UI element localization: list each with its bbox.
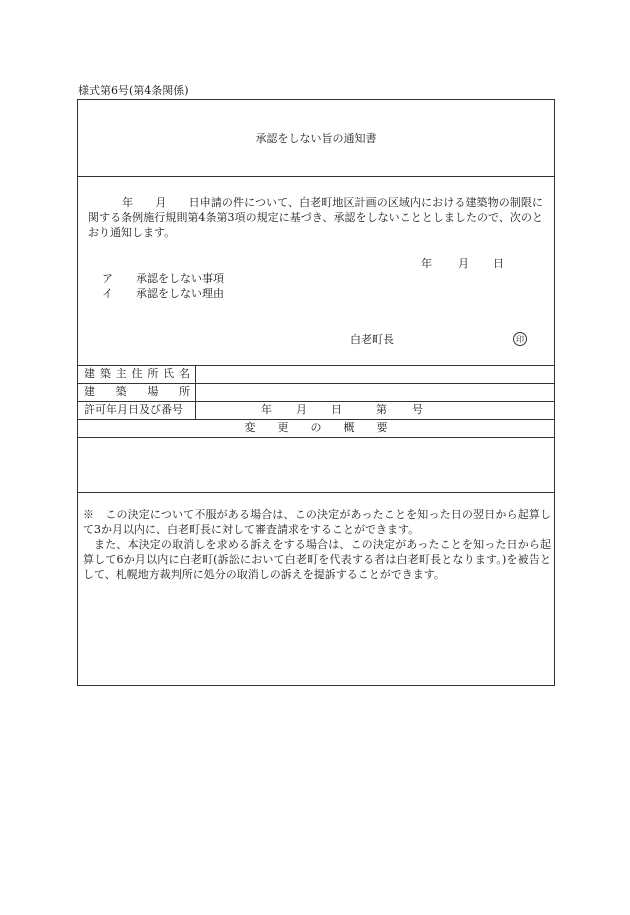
- seal-mark: 印: [513, 332, 527, 346]
- permit-month: 月: [296, 403, 307, 416]
- item-a-text: 承認をしない事項: [136, 272, 224, 285]
- note-line-1: この決定について不服がある場合は、この決定があったことを知った日の翌日から起算して3か月以内に、白老町長に対して審査請求をすることができます。: [83, 508, 551, 536]
- table-column-divider: [195, 365, 196, 419]
- notice-date-day: 日: [493, 257, 504, 270]
- notice-paragraph-text: 年 月 日申請の件について、白老町地区計画の区域内における建築物の制限に関する条例施行規則第4条第3項の規定に基づき、承認をしないこととしましたので、次のとおり通知します。: [88, 196, 543, 239]
- document-title: 承認をしない旨の通知書: [255, 132, 377, 145]
- permit-go: 号: [412, 403, 423, 416]
- table-line-2: [78, 401, 554, 402]
- item-a-mark: ア: [102, 272, 113, 285]
- permit-day: 日: [331, 403, 342, 416]
- table-bottom-line: [78, 492, 554, 493]
- permit-year: 年: [261, 403, 272, 416]
- table-line-4: [78, 437, 554, 438]
- table-top-line: [78, 365, 554, 366]
- notice-date-month: 月: [458, 257, 469, 270]
- appeal-note: [83, 507, 551, 582]
- notice-date-year: 年: [421, 257, 432, 270]
- build-location-label: 建築場所: [84, 385, 190, 398]
- permit-date-number-label: 許可年月日及び番号: [84, 403, 183, 416]
- item-i-mark: イ: [102, 287, 113, 300]
- changes-summary-header: 変 更 の 概 要: [244, 421, 388, 434]
- issuer-name: 白老町長: [350, 333, 394, 346]
- table-line-3: [78, 419, 554, 420]
- table-line-1: [78, 383, 554, 384]
- form-number: 様式第6号(第4条関係): [78, 84, 189, 97]
- item-i-text: 承認をしない理由: [136, 287, 224, 300]
- divider-title: [78, 176, 554, 177]
- note-mark: ※: [83, 508, 95, 521]
- note-line-2: また、本決定の取消しを求める訴えをする場合は、この決定があったことを知った日から起算して6か月以内に白老町(訴訟において白老町を代表する者は白老町長となります。)を被告として、札幌地方裁判所に処分の取消しの訴えを提訴することができます。: [83, 538, 551, 581]
- notice-form: [77, 99, 555, 686]
- notice-paragraph: [88, 195, 543, 240]
- permit-dai: 第: [376, 403, 387, 416]
- builder-address-label: 建築主住所氏名: [84, 367, 190, 380]
